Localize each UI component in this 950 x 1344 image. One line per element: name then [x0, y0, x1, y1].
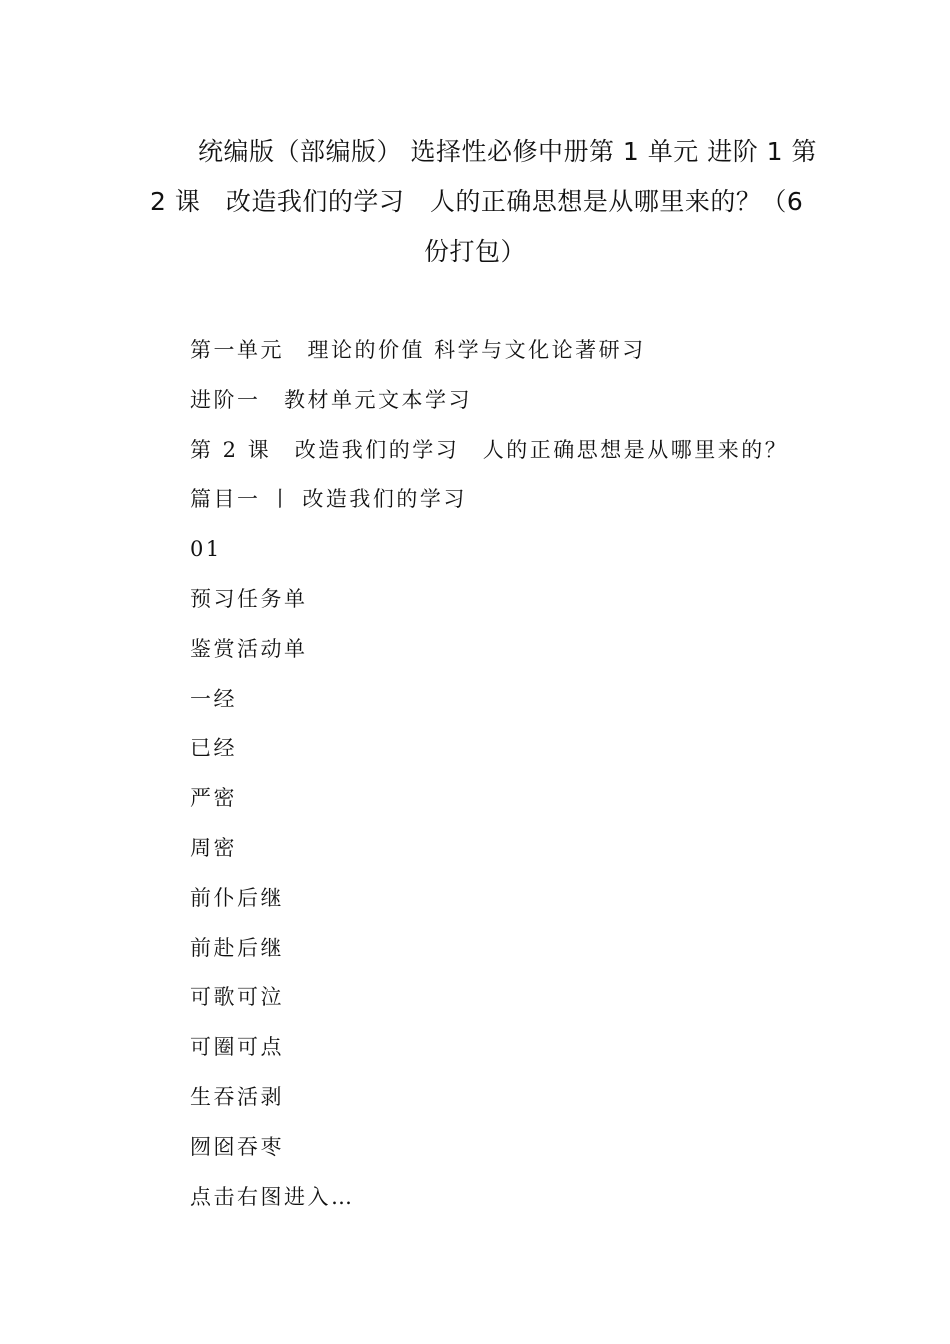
list-item: 周密: [190, 835, 237, 860]
list-item: 可歌可泣: [190, 985, 284, 1010]
document-body: [190, 335, 830, 1231]
list-item: 已经: [190, 736, 237, 761]
list-item: 可圈可点: [190, 1035, 284, 1060]
document-title: [150, 127, 817, 277]
title-line-1: 统编版（部编版） 选择性必修中册第 1 单元 进阶 1 第: [198, 137, 817, 166]
list-item: 生吞活剥: [190, 1084, 284, 1109]
list-item: 前赴后继: [190, 935, 284, 960]
title-line-3: 份打包）: [423, 237, 526, 266]
list-item: 前仆后继: [190, 885, 284, 910]
list-item: 预习任务单: [190, 586, 308, 611]
list-item: 严密: [190, 786, 237, 811]
list-item: 囫囵吞枣: [190, 1134, 284, 1159]
chapter-heading: 篇目一 丨 改造我们的学习: [190, 487, 467, 512]
unit-heading: 第一单元 理论的价值 科学与文化论著研习: [190, 338, 646, 362]
title-line-2: 2 课 改造我们的学习 人的正确思想是从哪里来的？（6: [150, 187, 804, 216]
stage-heading: 进阶一 教材单元文本学习: [190, 387, 472, 412]
click-prompt: 点击右图进入…: [190, 1184, 355, 1209]
list-item: 鉴赏活动单: [190, 636, 308, 661]
section-number: 01: [190, 537, 222, 562]
lesson-heading: 第 2 课 改造我们的学习 人的正确思想是从哪里来的？: [190, 437, 789, 462]
list-item: 一经: [190, 686, 237, 711]
